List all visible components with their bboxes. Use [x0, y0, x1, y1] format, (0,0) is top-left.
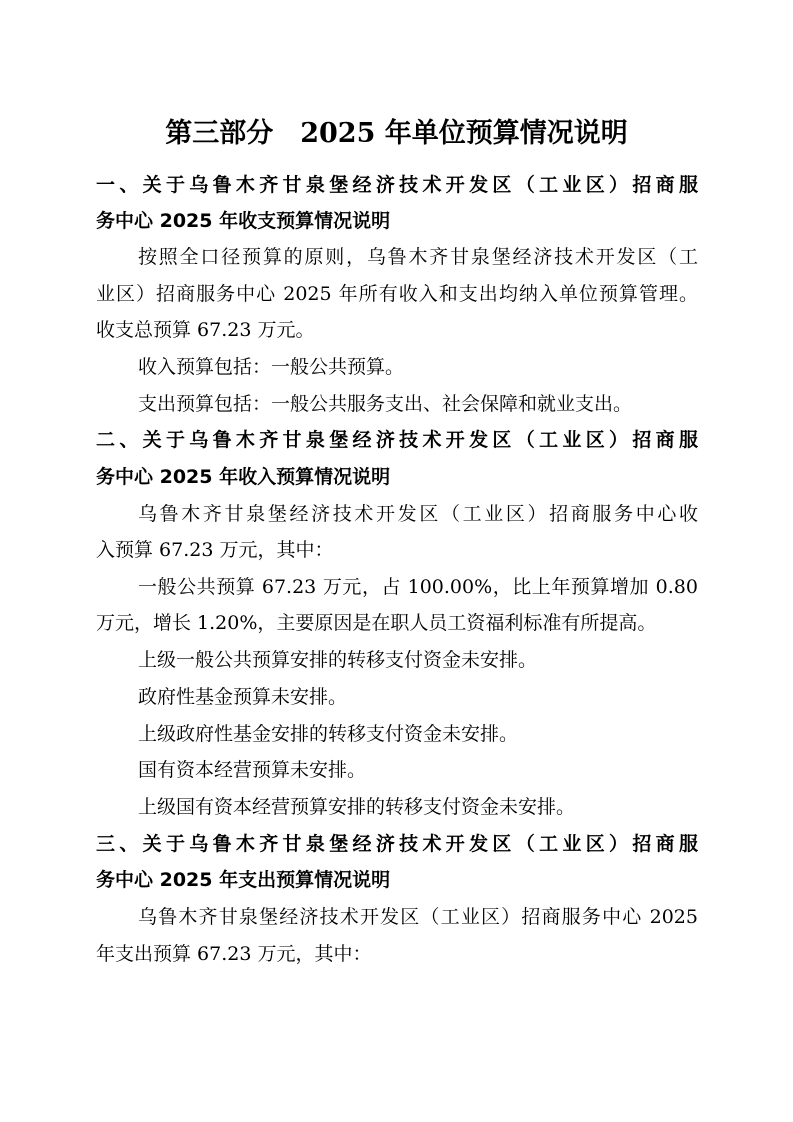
section-2-paragraph-2-line-1: 一般公共预算 67.23 万元，占 100.00%，比上年预算增加 0.80	[138, 576, 698, 598]
section-2-paragraph-5: 上级政府性基金安排的转移支付资金未安排。	[138, 723, 519, 745]
section-1-paragraph-3: 支出预算包括：一般公共服务支出、社会保障和就业支出。	[138, 393, 633, 415]
section-1-paragraph-1-line-2: 业区）招商服务中心 2025 年所有收入和支出均纳入单位预算管理。	[96, 283, 698, 305]
section-2-paragraph-6: 国有资本经营预算未安排。	[138, 759, 367, 781]
page-title: 第三部分 2025 年单位预算情况说明	[165, 118, 628, 149]
section-2-heading-line-1: 二、关于乌鲁木齐甘泉堡经济技术开发区（工业区）招商服	[96, 429, 698, 451]
section-2-paragraph-2-line-2: 万元，增长 1.20%，主要原因是在职人员工资福利标准有所提高。	[96, 612, 657, 634]
section-2-heading-line-2: 务中心 2025 年收入预算情况说明	[96, 466, 391, 488]
section-2-paragraph-3: 上级一般公共预算安排的转移支付资金未安排。	[138, 649, 538, 671]
section-1-heading-line-2: 务中心 2025 年收支预算情况说明	[96, 210, 391, 232]
section-1-paragraph-1-line-3: 收支总预算 67.23 万元。	[96, 319, 315, 341]
section-2-paragraph-1-line-2: 入预算 67.23 万元，其中：	[96, 539, 334, 561]
section-3-heading-line-2: 务中心 2025 年支出预算情况说明	[96, 869, 391, 891]
section-1-heading-line-1: 一、关于乌鲁木齐甘泉堡经济技术开发区（工业区）招商服	[96, 174, 698, 196]
section-3-heading-line-1: 三、关于乌鲁木齐甘泉堡经济技术开发区（工业区）招商服	[96, 833, 698, 855]
section-1-paragraph-2: 收入预算包括：一般公共预算。	[138, 356, 405, 378]
section-2-paragraph-1-line-1: 乌鲁木齐甘泉堡经济技术开发区（工业区）招商服务中心收	[138, 503, 698, 525]
section-1-paragraph-1-line-1: 按照全口径预算的原则，乌鲁木齐甘泉堡经济技术开发区（工	[138, 246, 698, 268]
section-2-paragraph-7: 上级国有资本经营预算安排的转移支付资金未安排。	[138, 796, 576, 818]
section-3-paragraph-1-line-2: 年支出预算 67.23 万元，其中：	[96, 943, 372, 965]
section-3-paragraph-1-line-1: 乌鲁木齐甘泉堡经济技术开发区（工业区）招商服务中心 2025	[138, 906, 698, 928]
section-2-paragraph-4: 政府性基金预算未安排。	[138, 686, 348, 708]
